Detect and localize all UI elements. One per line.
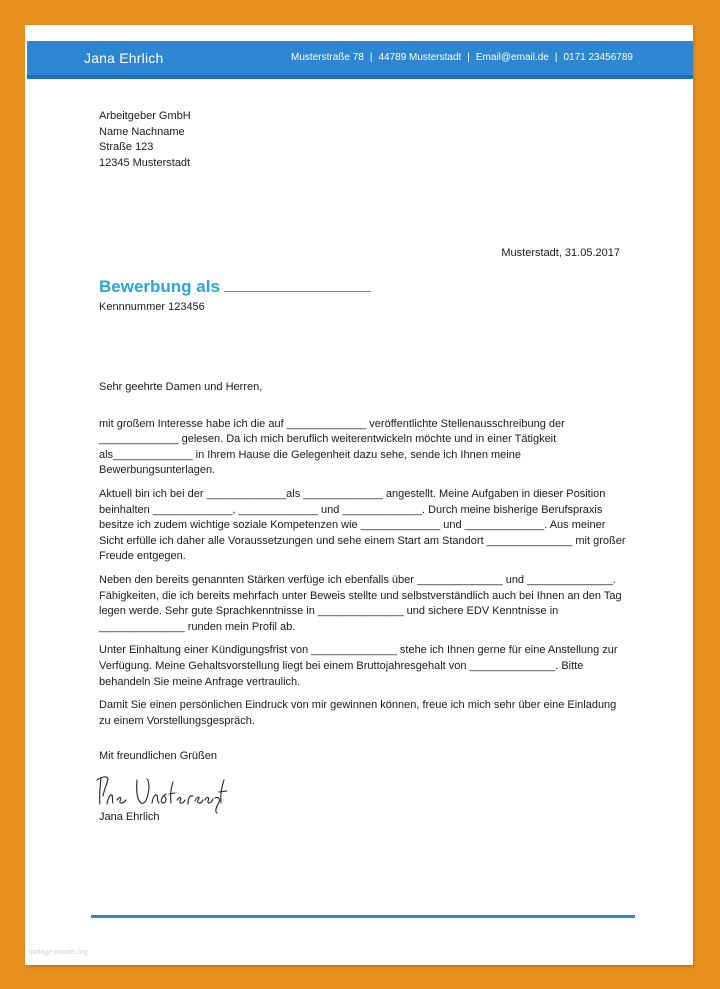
separator: | bbox=[467, 52, 470, 63]
separator: | bbox=[554, 52, 558, 63]
subject-blank bbox=[224, 277, 371, 292]
signer-name: Jana Ehrlich bbox=[99, 811, 160, 823]
recipient-company: Arbeitgeber GmbH bbox=[99, 110, 191, 122]
letter-date: Musterstadt, 31.05.2017 bbox=[501, 247, 620, 259]
recipient-address bbox=[99, 109, 191, 171]
sender-name: Jana Ehrlich bbox=[84, 50, 164, 66]
closing-phrase: Mit freundlichen Grüßen bbox=[99, 750, 217, 762]
sender-contact-line bbox=[291, 52, 633, 63]
salutation: Sehr geehrte Damen und Herren, bbox=[99, 381, 263, 393]
watermark: vorlage-muster.org bbox=[29, 949, 88, 956]
sender-phone: 0171 23456789 bbox=[563, 52, 633, 63]
recipient-contact: Name Nachname bbox=[99, 125, 185, 138]
paragraph: Unter Einhaltung einer Kündigungsfrist von ______________ stehe ich Ihnen gerne für eine Anstellung zur Verfügung. Meine Gehaltsvorstellung liegt bei einem Bruttojahresgehalt von ______________. Bitte behandeln Sie meine Anfrage vertraulich. bbox=[99, 644, 618, 688]
paragraph: Neben den bereits genannten Stärken verfüge ich ebenfalls über ______________ und ______________. Fähigkeiten, die ich bereits mehrfach unter Beweis stellte und selbstverständlich auch bei Ihnen an den Tag legen werde. Sehr gute Sprachkenntnisse in ______________ und sichere EDV Kenntnisse in ______________ runden mein Profil ab. bbox=[99, 573, 622, 633]
paragraph: mit großem Interesse habe ich die auf _____________ veröffentlichte Stellenausschreibung der _____________ gelesen. Da ich mich beruflich weiterentwickeln möchte und in einer Tätigkeit als_____________ in Ihrem Hause die Gelegenheit dazu sehe, sende ich Ihnen meine Bewerbungsunterlagen. bbox=[99, 417, 565, 477]
sender-street: Musterstraße 78 bbox=[291, 52, 364, 63]
paragraph: Aktuell bin ich bei der _____________als _____________ angestellt. Meine Aufgaben in dieser Position beinhalten _____________, _____________ und _____________. Durch meine bisherige Berufspraxis besitze ich zudem wichtige soziale Kompetenzen wie _____________ und _____________. Aus meiner Sicht erfülle ich daher alle Voraussetzungen und sehe einem Start am Standort ______________ mit großer Freude entgegen. bbox=[99, 487, 626, 563]
letter-page bbox=[25, 25, 693, 965]
recipient-street: Straße 123 bbox=[99, 141, 154, 153]
letter-body bbox=[99, 380, 629, 737]
footer-divider bbox=[91, 915, 635, 918]
reference-number: Kennnummer 123456 bbox=[99, 301, 205, 313]
recipient-city: 12345 Musterstadt bbox=[99, 156, 191, 169]
paragraph: Damit Sie einen persönlichen Eindruck von mir gewinnen können, freue ich mich sehr über eine Einladung zu einem Vorstellungsgespräch. bbox=[99, 699, 617, 727]
signature-icon bbox=[95, 770, 235, 814]
separator: | bbox=[369, 52, 373, 63]
sender-city: 44789 Musterstadt bbox=[378, 52, 462, 63]
subject-line bbox=[99, 277, 371, 297]
letterhead-bar bbox=[27, 41, 693, 79]
subject-text: Bewerbung als bbox=[99, 277, 220, 296]
sender-email: Email@email.de bbox=[475, 52, 549, 63]
